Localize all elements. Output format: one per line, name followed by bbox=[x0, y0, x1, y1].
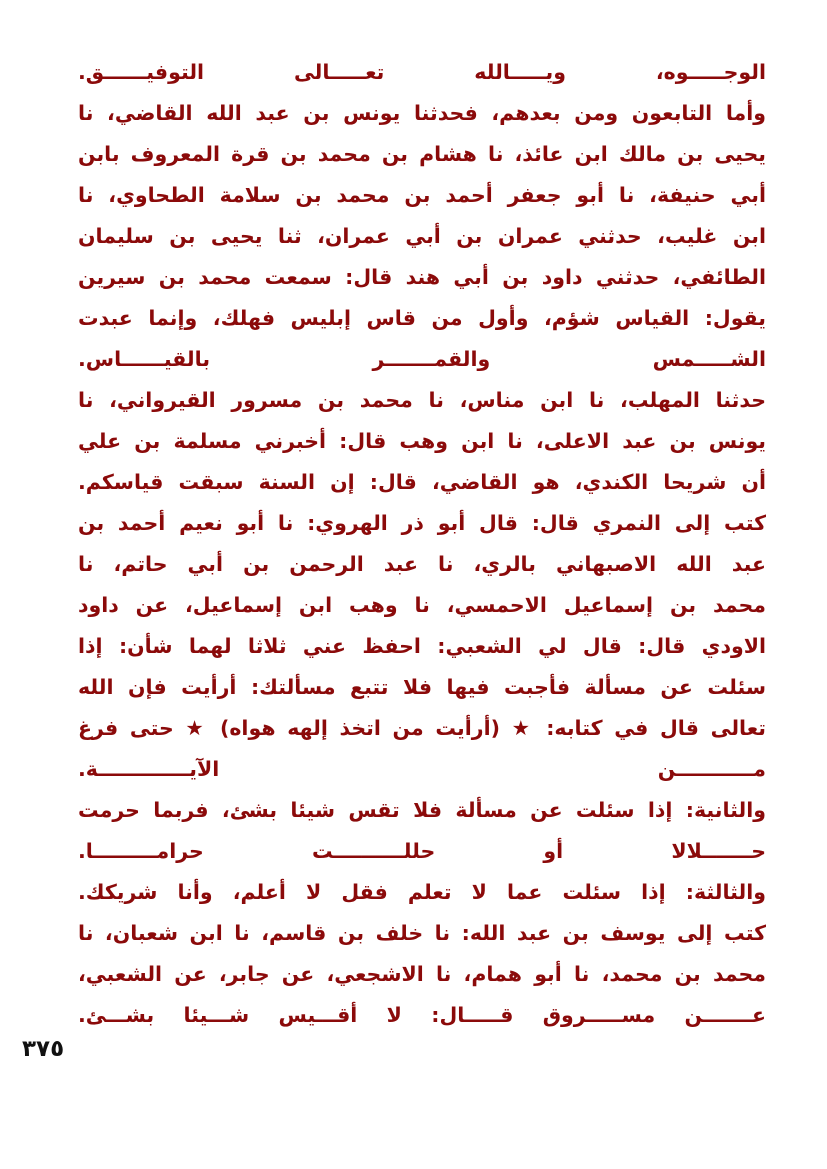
text-line: الوجـــــوه، ويـــــالله تعـــــالى التوفيــــــق. bbox=[78, 60, 766, 84]
text-line: سئلت عن مسألة فأجبت فيها فلا تتبع مسألتك: أرأيت فإن الله bbox=[78, 675, 766, 699]
text-line: يحيى بن مالك ابن عائذ، نا هشام بن محمد بن قرة المعروف بابن bbox=[78, 142, 766, 166]
text-line: حدثنا المهلب، نا ابن مناس، نا محمد بن مسرور القيرواني، نا bbox=[78, 388, 766, 412]
text-line: كتب إلى يوسف بن عبد الله: نا خلف بن قاسم، نا ابن شعبان، نا bbox=[78, 921, 766, 945]
text-line: عـــــــن مســـــروق قـــــال: لا أقـــيس شـــيئا بشـــئ. bbox=[78, 1003, 766, 1027]
text-line: الطائفي، حدثني داود بن أبي هند قال: سمعت محمد بن سيرين bbox=[78, 265, 766, 289]
text-line: الشـــــمس والقمـــــــر بالقيــــــاس. bbox=[78, 347, 766, 371]
text-line: يقول: القياس شؤم، وأول من قاس إبليس فهلك، وإنما عبدت bbox=[78, 306, 766, 330]
text-line: محمد بن محمد، نا أبو همام، نا الاشجعي، عن جابر، عن الشعبي، bbox=[78, 962, 766, 986]
text-line: وأما التابعون ومن بعدهم، فحدثنا يونس بن عبد الله القاضي، نا bbox=[78, 101, 766, 125]
text-line: أبي حنيفة، نا أبو جعفر أحمد بن محمد بن سلامة الطحاوي، نا bbox=[78, 183, 766, 207]
page-number: ٣٧٥ bbox=[22, 1036, 65, 1062]
text-line: ابن غليب، حدثني عمران بن أبي عمران، ثنا يحيى بن سليمان bbox=[78, 224, 766, 248]
text-line: مـــــــــــن الآيـــــــــــــة. bbox=[78, 757, 766, 781]
text-line: والثالثة: إذا سئلت عما لا تعلم فقل لا أعلم، وأنا شريكك. bbox=[78, 880, 766, 904]
text-line: تعالى قال في كتابه: ★ (أرأيت من اتخذ إلهه هواه) ★ حتى فرغ bbox=[78, 716, 766, 740]
text-line: الاودي قال: قال لي الشعبي: احفظ عني ثلاثا لهما شأن: إذا bbox=[78, 634, 766, 658]
text-line: أن شريحا الكندي، هو القاضي، قال: إن السنة سبقت قياسكم. bbox=[78, 470, 766, 494]
text-line: عبد الله الاصبهاني بالري، نا عبد الرحمن بن أبي حاتم، نا bbox=[78, 552, 766, 576]
text-line: يونس بن عبد الاعلى، نا ابن وهب قال: أخبرني مسلمة بن علي bbox=[78, 429, 766, 453]
text-line: كتب إلى النمري قال: قال أبو ذر الهروي: نا أبو نعيم أحمد بن bbox=[78, 511, 766, 535]
text-line: حـــــــلالا أو حللــــــــــت حرامـــــــــا. bbox=[78, 839, 766, 863]
body-text bbox=[78, 52, 766, 1036]
text-line: محمد بن إسماعيل الاحمسي، نا وهب ابن إسماعيل، عن داود bbox=[78, 593, 766, 617]
text-line: والثانية: إذا سئلت عن مسألة فلا تقس شيئا بشئ، فربما حرمت bbox=[78, 798, 766, 822]
